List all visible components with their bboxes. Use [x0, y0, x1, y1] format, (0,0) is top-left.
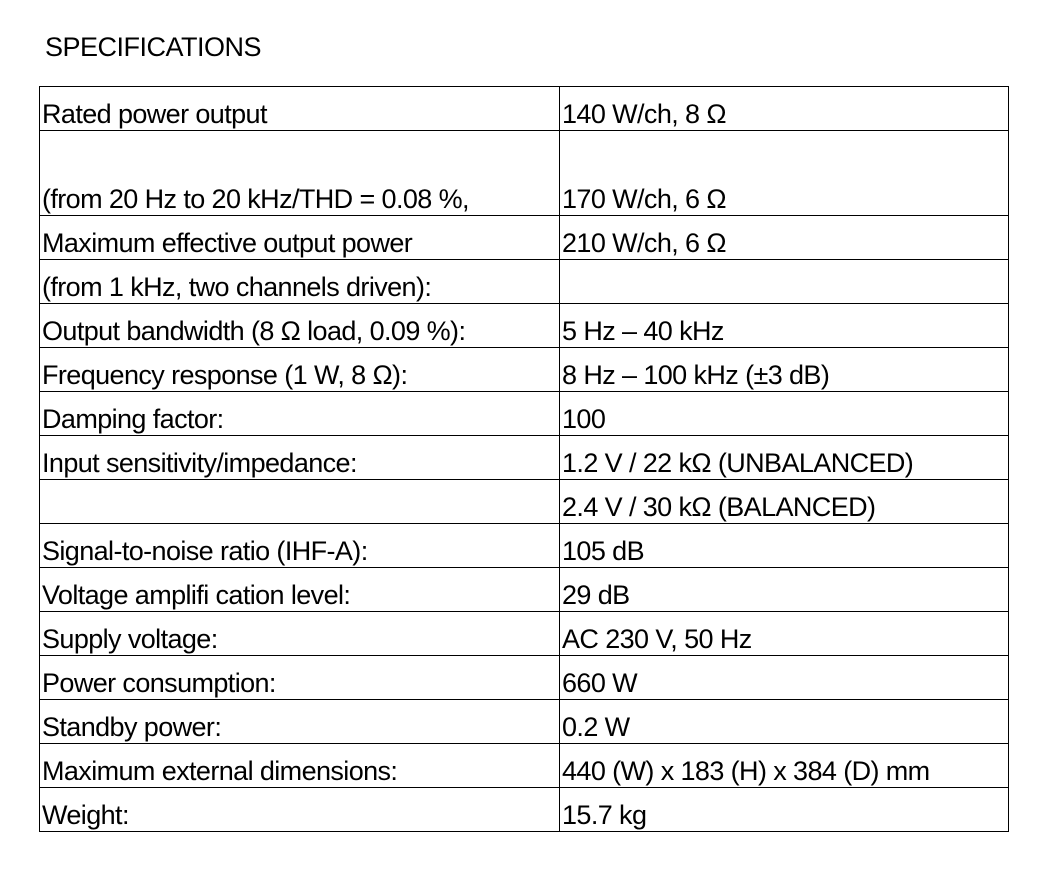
- table-row: [40, 87, 1009, 131]
- spec-value: 440 (W) x 183 (H) x 384 (D) mm: [560, 744, 1009, 788]
- spec-value: 100: [560, 392, 1009, 436]
- spec-label: Signal-to-noise ratio (IHF-A):: [40, 524, 560, 568]
- spec-value: 105 dB: [560, 524, 1009, 568]
- spec-label: (from 1 kHz, two channels driven):: [40, 260, 560, 304]
- table-row: [40, 436, 1009, 480]
- spec-value: AC 230 V, 50 Hz: [560, 612, 1009, 656]
- spec-label: Rated power output: [40, 87, 560, 131]
- spec-value: 140 W/ch, 8 Ω: [560, 87, 1009, 131]
- spec-value: 210 W/ch, 6 Ω: [560, 216, 1009, 260]
- spec-label: [40, 480, 560, 524]
- spec-label: Output bandwidth (8 Ω load, 0.09 %):: [40, 304, 560, 348]
- table-row: [40, 700, 1009, 744]
- table-row: [40, 612, 1009, 656]
- table-row: [40, 392, 1009, 436]
- table-row: [40, 744, 1009, 788]
- table-row: [40, 260, 1009, 304]
- spec-value: 0.2 W: [560, 700, 1009, 744]
- spec-label: (from 20 Hz to 20 kHz/THD = 0.08 %,: [40, 131, 560, 216]
- table-row: [40, 788, 1009, 832]
- spec-label: Weight:: [40, 788, 560, 832]
- spec-value: 8 Hz – 100 kHz (±3 dB): [560, 348, 1009, 392]
- spec-label: Input sensitivity/impedance:: [40, 436, 560, 480]
- spec-value: [560, 260, 1009, 304]
- table-row: [40, 568, 1009, 612]
- spec-value: 170 W/ch, 6 Ω: [560, 131, 1009, 216]
- spec-value: 15.7 kg: [560, 788, 1009, 832]
- specifications-table: [39, 86, 1009, 832]
- spec-label: Maximum effective output power: [40, 216, 560, 260]
- table-row: [40, 656, 1009, 700]
- spec-value: 2.4 V / 30 kΩ (BALANCED): [560, 480, 1009, 524]
- spec-label: Maximum external dimensions:: [40, 744, 560, 788]
- spec-label: Frequency response (1 W, 8 Ω):: [40, 348, 560, 392]
- table-row: [40, 216, 1009, 260]
- table-row: [40, 480, 1009, 524]
- spec-label: Voltage amplifi cation level:: [40, 568, 560, 612]
- spec-value: 5 Hz – 40 kHz: [560, 304, 1009, 348]
- table-row: [40, 304, 1009, 348]
- spec-label: Standby power:: [40, 700, 560, 744]
- spec-label: Supply voltage:: [40, 612, 560, 656]
- spec-value: 660 W: [560, 656, 1009, 700]
- spec-value: 1.2 V / 22 kΩ (UNBALANCED): [560, 436, 1009, 480]
- page-title: SPECIFICATIONS: [45, 32, 262, 62]
- table-row: [40, 348, 1009, 392]
- table-row: [40, 524, 1009, 568]
- table-row: [40, 131, 1009, 216]
- spec-label: Damping factor:: [40, 392, 560, 436]
- spec-label: Power consumption:: [40, 656, 560, 700]
- spec-value: 29 dB: [560, 568, 1009, 612]
